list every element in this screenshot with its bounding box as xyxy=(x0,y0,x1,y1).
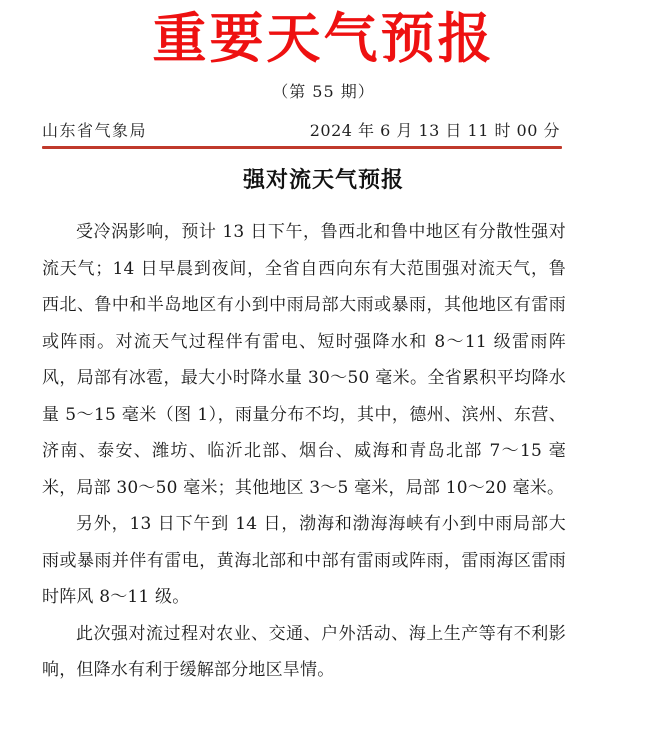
issue-datetime: 2024 年 6 月 13 日 11 时 00 分 xyxy=(309,121,560,140)
body-copy xyxy=(42,214,566,689)
issue-number: （第 55 期） xyxy=(272,82,375,101)
paragraph: 此次强对流过程对农业、交通、户外活动、海上生产等有不利影响，但降水有利于缓解部分地区旱情。 xyxy=(42,623,566,680)
paragraph: 另外，13 日下午到 14 日，渤海和渤海海峡有小到中雨局部大雨或暴雨并伴有雷电，黄海北部和中部有雷雨或阵雨，雷雨海区雷雨时阵风 8～11 级。 xyxy=(42,514,566,607)
section-heading: 强对流天气预报 xyxy=(242,168,404,193)
paragraph: 受冷涡影响，预计 13 日下午，鲁西北和鲁中地区有分散性强对流天气；14 日早晨到夜间，全省自西向东有大范围强对流天气，鲁西北、鲁中和半岛地区有小到中雨局部大雨或暴雨，其他地区有雷雨或阵雨。对流天气过程伴有雷电、短时强降水和 8～11 级雷雨阵风，局部有冰雹，最大小时降水量 30～50 毫米。全省累积平均降水量 5～15 毫米（图 1），雨量分布不均，其中，德州、滨州、东营、济南、泰安、潍坊、临沂北部、烟台、威海和青岛北部 7～15 毫米，局部 30～50 毫米；其他地区 3～5 毫米，局部 10～20 毫米。 xyxy=(42,222,566,498)
issuing-agency: 山东省气象局 xyxy=(42,121,148,140)
header-divider-rule xyxy=(42,146,562,149)
masthead-title: 重要天气预报 xyxy=(152,7,495,70)
issuer-date-row xyxy=(42,119,562,145)
